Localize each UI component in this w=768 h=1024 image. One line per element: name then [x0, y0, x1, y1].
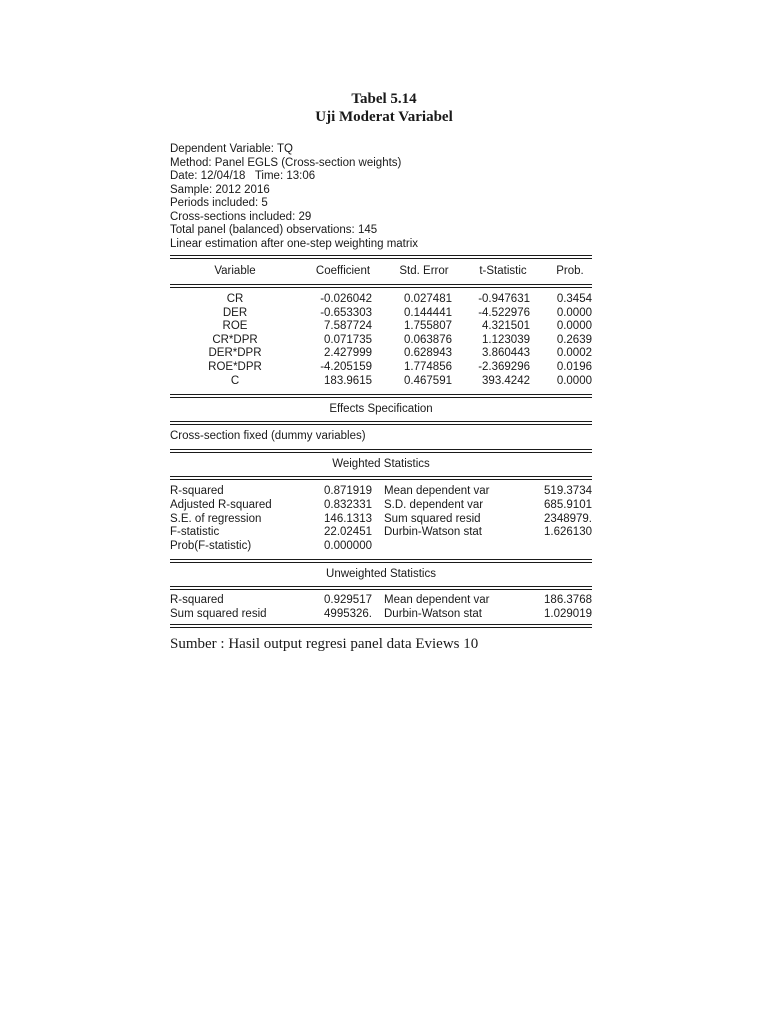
unweighted-top-rule	[170, 559, 592, 563]
stat-label-2: Durbin-Watson stat	[384, 607, 482, 620]
header-variable: Variable	[214, 265, 256, 277]
cell-coefficient: -0.026042	[320, 293, 372, 305]
meta-line: Date: 12/04/18 Time: 13:06	[170, 170, 316, 182]
stat-value: 0.929517	[324, 594, 372, 606]
cell-variable: DER	[222, 306, 248, 319]
cell-prob: 0.0000	[556, 320, 592, 333]
cell-t-statistic: 393.4242	[482, 374, 530, 387]
effects-rule	[170, 421, 592, 425]
table-number: Tabel 5.14	[351, 91, 417, 107]
cell-std-error: 0.027481	[404, 293, 452, 305]
effects-text: Cross-section fixed (dummy variables)	[170, 430, 366, 442]
cell-prob: 0.0000	[556, 374, 592, 387]
stats-row	[170, 485, 592, 499]
stat-label: Adjusted R-squared	[170, 498, 272, 511]
cell-variable: C	[230, 374, 240, 387]
meta-line: Sample: 2012 2016	[170, 183, 270, 196]
cell-prob: 0.0002	[556, 347, 592, 360]
cell-prob: 0.0196	[556, 361, 592, 373]
stat-value: 22.02451	[324, 526, 372, 539]
cell-std-error: 0.063876	[404, 333, 452, 346]
cell-variable: CR	[226, 293, 244, 305]
cell-prob: 0.0000	[556, 306, 592, 319]
cell-t-statistic: 4.321501	[482, 320, 530, 333]
stat-value-2: 186.3768	[544, 594, 592, 606]
stat-value: 146.1313	[324, 512, 372, 525]
weighted-top-rule	[170, 449, 592, 453]
cell-prob: 0.3454	[556, 293, 592, 305]
stats-row	[170, 608, 592, 622]
header-coefficient: Coefficient	[315, 265, 371, 277]
stat-label: S.E. of regression	[170, 512, 262, 525]
stat-label-2: Sum squared resid	[384, 512, 481, 525]
stat-label-2: Mean dependent var	[384, 594, 490, 606]
stat-label-2: Mean dependent var	[384, 485, 490, 497]
meta-line: Linear estimation after one-step weighting matrix	[170, 237, 419, 250]
stat-label: R-squared	[170, 485, 224, 497]
stats-row	[170, 513, 592, 527]
meta-line: Periods included: 5	[170, 197, 268, 209]
table-top-rule	[170, 255, 592, 259]
cell-variable: CR*DPR	[212, 333, 258, 346]
cell-coefficient: 0.071735	[324, 333, 372, 346]
stat-label: F-statistic	[170, 526, 220, 539]
weighted-title: Weighted Statistics	[332, 458, 430, 470]
header-std-error: Std. Error	[399, 265, 449, 277]
cell-variable: ROE	[222, 320, 248, 333]
stat-label: Prob(F-statistic)	[170, 540, 252, 553]
cell-coefficient: 7.587724	[324, 320, 372, 333]
header-bottom-rule	[170, 284, 592, 288]
stat-label: Sum squared resid	[170, 607, 267, 620]
cell-coefficient: 2.427999	[324, 347, 372, 360]
stat-label-2: S.D. dependent var	[384, 498, 484, 511]
meta-line: Cross-sections included: 29	[170, 210, 312, 223]
source-note: Sumber : Hasil output regresi panel data Eviews 10	[170, 636, 479, 652]
cell-std-error: 1.774856	[404, 361, 452, 373]
cell-variable: ROE*DPR	[208, 361, 262, 373]
stat-label-2: Durbin-Watson stat	[384, 526, 482, 539]
stat-value-2: 1.626130	[544, 526, 592, 539]
table-bottom-rule	[170, 624, 592, 628]
unweighted-title: Unweighted Statistics	[326, 568, 436, 580]
stats-row	[170, 526, 592, 540]
header-t-statistic: t-Statistic	[479, 265, 527, 277]
meta-line: Dependent Variable: TQ	[170, 143, 293, 155]
stat-value: 4995326.	[324, 607, 372, 620]
cell-std-error: 0.628943	[404, 347, 452, 360]
meta-line: Method: Panel EGLS (Cross-section weights)	[170, 156, 402, 169]
meta-line: Total panel (balanced) observations: 145	[170, 224, 378, 236]
cell-coefficient: 183.9615	[324, 374, 372, 387]
stat-value: 0.000000	[324, 540, 372, 553]
cell-std-error: 0.467591	[404, 374, 452, 387]
cell-coefficient: -0.653303	[320, 306, 372, 319]
stat-value-2: 519.3734	[544, 485, 592, 497]
cell-std-error: 0.144441	[404, 306, 452, 319]
weighted-header-rule	[170, 476, 592, 480]
coef-bottom-rule	[170, 394, 592, 398]
cell-coefficient: -4.205159	[320, 361, 372, 373]
cell-t-statistic: -4.522976	[478, 306, 530, 319]
stats-row	[170, 540, 592, 554]
cell-t-statistic: -2.369296	[478, 361, 530, 373]
stat-value-2: 2348979.	[544, 512, 592, 525]
table-title: Uji Moderat Variabel	[315, 109, 453, 125]
stats-row	[170, 499, 592, 513]
effects-title: Effects Specification	[329, 403, 433, 415]
stat-value-2: 685.9101	[544, 498, 592, 511]
unweighted-header-rule	[170, 586, 592, 590]
header-prob: Prob.	[556, 265, 584, 277]
stat-value: 0.832331	[324, 498, 372, 511]
cell-std-error: 1.755807	[404, 320, 452, 333]
stat-value: 0.871919	[324, 485, 372, 497]
stat-label: R-squared	[170, 594, 224, 606]
cell-t-statistic: 3.860443	[482, 347, 530, 360]
cell-variable: DER*DPR	[208, 347, 262, 360]
stats-row	[170, 594, 592, 608]
cell-t-statistic: -0.947631	[478, 293, 530, 305]
cell-t-statistic: 1.123039	[482, 333, 530, 346]
regression-metadata	[170, 143, 418, 251]
effects-line	[170, 430, 592, 444]
cell-prob: 0.2639	[556, 333, 592, 346]
stat-value-2: 1.029019	[544, 607, 592, 620]
